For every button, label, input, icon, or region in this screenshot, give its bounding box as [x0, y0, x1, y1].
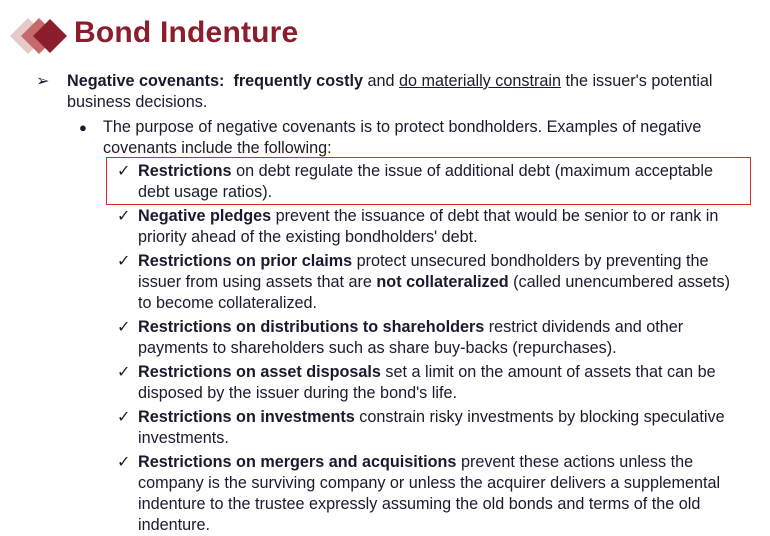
example-mergers-line-3: indenture to the trustee expressly assuming the old bonds and terms of the old	[138, 495, 701, 513]
emphasis-text: frequently costly	[233, 72, 363, 90]
diamond-logo-icon	[8, 15, 68, 57]
page-title: Bond Indenture	[74, 16, 299, 49]
example-prior-claims-line-3: to become collateralized.	[138, 294, 318, 312]
example-mergers-line-1: Restrictions on mergers and acquisitions prevent these actions unless the	[138, 453, 694, 471]
example-asset-disposals-line-1: Restrictions on asset disposals set a limit on the amount of assets that can be	[138, 363, 716, 381]
example-investments-line-2: investments.	[138, 429, 229, 447]
negative-covenants-line-1: Negative covenants: frequently costly and do materially constrain the issuer's potential	[67, 72, 713, 90]
example-mergers-line-2: company is the surviving company or unless the acquirer delivers a supplemental	[138, 474, 721, 492]
example-negative-pledges-line-1: Negative pledges prevent the issuance of debt that would be senior to or rank in	[138, 207, 719, 225]
check-icon: ✓	[117, 454, 131, 471]
check-icon: ✓	[117, 319, 131, 336]
underlined-text: do materially constrain	[399, 72, 561, 90]
example-investments-line-1: Restrictions on investments constrain risky investments by blocking speculative	[138, 408, 725, 426]
example-distributions-line-1: Restrictions on distributions to shareholders restrict dividends and other	[138, 318, 684, 336]
check-icon: ✓	[117, 253, 131, 270]
check-icon: ✓	[117, 163, 131, 180]
example-negative-pledges-line-2: priority ahead of the existing bondholders' debt.	[138, 228, 478, 246]
purpose-line-1: The purpose of negative covenants is to protect bondholders. Examples of negative	[103, 118, 702, 136]
check-icon: ✓	[117, 409, 131, 426]
example-mergers-line-4: indenture.	[138, 516, 210, 534]
round-bullet-icon: ●	[79, 120, 87, 135]
example-prior-claims-line-1: Restrictions on prior claims protect unsecured bondholders by preventing the	[138, 252, 709, 270]
check-icon: ✓	[117, 208, 131, 225]
example-restrictions-line-1: Restrictions on debt regulate the issue of additional debt (maximum acceptable	[138, 162, 713, 180]
negative-covenants-label: Negative covenants:	[67, 72, 225, 90]
negative-covenants-line-2: business decisions.	[67, 93, 208, 111]
example-distributions-line-2: payments to shareholders such as share buy-backs (repurchases).	[138, 339, 617, 357]
check-icon: ✓	[117, 364, 131, 381]
example-restrictions-line-2: debt usage ratios).	[138, 183, 273, 201]
purpose-line-2: covenants include the following:	[103, 139, 332, 157]
example-asset-disposals-line-2: disposed by the issuer during the bond's life.	[138, 384, 457, 402]
arrow-bullet-icon: ➢	[36, 73, 50, 90]
example-prior-claims-line-2: issuer from using assets that are not collateralized (called unencumbered assets)	[138, 273, 731, 291]
